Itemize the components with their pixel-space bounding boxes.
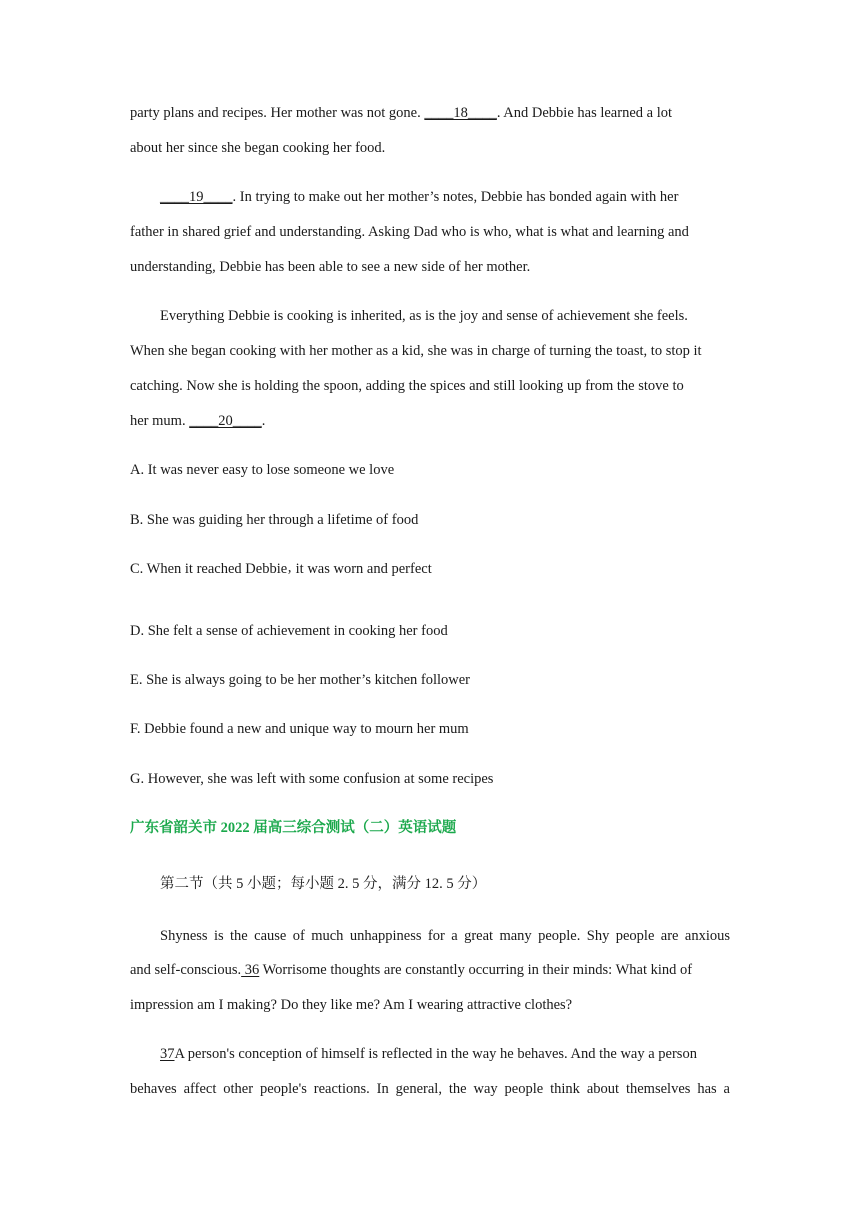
blank-37: 37 [160, 1046, 175, 1062]
blank-18: ____18____ [424, 105, 497, 121]
text-span: C. When it reached Debbie [130, 561, 288, 577]
section-subheading: 第二节（共 5 小题；每小题 2. 5 分，满分 12. 5 分） [160, 876, 487, 892]
passage-line: father in shared grief and understanding. Asking Dad who is who, what is what and learning and [130, 224, 689, 240]
text-span: party plans and recipes. Her mother was not gone. [130, 105, 425, 121]
option-c [130, 559, 432, 584]
text-span: Worrisome thoughts are constantly occurring in their minds: What kind of [259, 962, 693, 978]
text-span: and self-conscious. [130, 962, 242, 978]
passage-line [130, 960, 692, 980]
comma-mark: ʼ [287, 568, 293, 584]
text-span: . In trying to make out her mother’s notes, Debbie has bonded again with her [232, 189, 679, 205]
option-d: D. She felt a sense of achievement in cooking her food [130, 623, 448, 639]
option-e: E. She is always going to be her mother’s kitchen follower [130, 672, 471, 688]
option-b: B. She was guiding her through a lifetime of food [130, 512, 419, 528]
option-g: G. However, she was left with some confusion at some recipes [130, 771, 494, 787]
blank-36: 36 [241, 962, 260, 978]
passage-line: When she began cooking with her mother as a kid, she was in charge of turning the toast, to stop it [130, 343, 702, 359]
passage-line: impression am I making? Do they like me? Am I wearing attractive clothes? [130, 997, 573, 1013]
blank-20: ____20____ [189, 413, 262, 429]
text-span: her mum. [130, 413, 190, 429]
passage-line: about her since she began cooking her food. [130, 140, 386, 156]
passage-line [160, 187, 678, 207]
passage-line [160, 1044, 697, 1064]
option-f: F. Debbie found a new and unique way to mourn her mum [130, 721, 469, 737]
passage-line: understanding, Debbie has been able to see a new side of her mother. [130, 259, 531, 275]
text-span: it was worn and perfect [292, 561, 432, 577]
section-heading: 广东省韶关市 2022 届高三综合测试（二）英语试题 [130, 820, 457, 836]
passage-line: Everything Debbie is cooking is inherited, as is the joy and sense of achievement she feels. [160, 308, 688, 324]
text-span: . [261, 413, 266, 429]
passage-line [130, 103, 672, 123]
passage-line [130, 411, 265, 431]
passage-line: behaves affect other people's reactions. In general, the way people think about themselves has a [130, 1081, 730, 1097]
passage-line: Shyness is the cause of much unhappiness for a great many people. Shy people are anxious [160, 928, 730, 944]
blank-19: ____19____ [160, 189, 233, 205]
text-span: A person's conception of himself is reflected in the way he behaves. And the way a person [174, 1046, 697, 1062]
passage-line: catching. Now she is holding the spoon, adding the spices and still looking up from the stove to [130, 378, 684, 394]
option-a: A. It was never easy to lose someone we love [130, 462, 395, 478]
text-span: . And Debbie has learned a lot [496, 105, 672, 121]
